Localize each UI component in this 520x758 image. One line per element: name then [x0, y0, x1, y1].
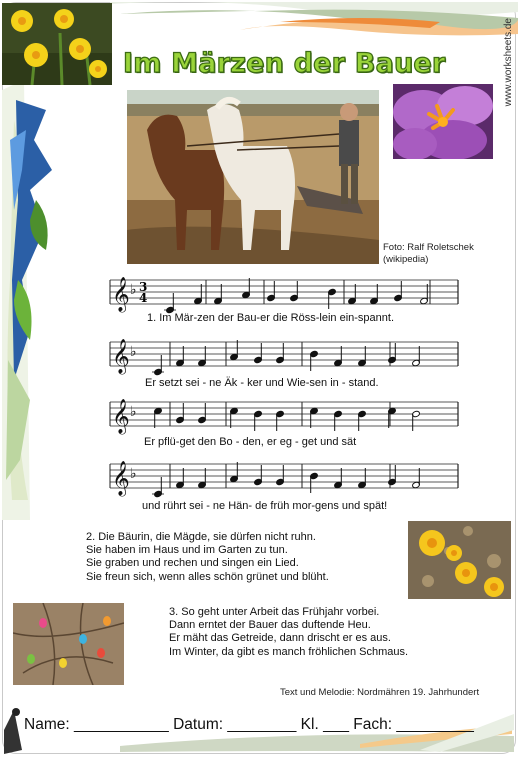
verse-2	[86, 531, 329, 584]
subject-label: Fach:	[353, 716, 393, 733]
flat-sign: ♭	[130, 466, 137, 482]
name-label: Name:	[24, 716, 70, 733]
class-field[interactable]: ___	[323, 716, 349, 733]
treble-clef: 𝄞	[112, 461, 130, 496]
daffodil-photo	[2, 3, 112, 85]
verse-3-line: Dann erntet der Bauer das duftende Heu.	[169, 619, 371, 632]
lyrics-line-2: Er setzt sei - ne Äk - ker und Wie-sen in - stand.	[145, 377, 379, 389]
left-decoration	[0, 80, 70, 520]
photo-credit-line: Foto: Ralf Roletschek	[383, 242, 474, 253]
site-watermark: www.worksheets.de	[503, 18, 514, 107]
treble-clef: 𝄞	[112, 277, 130, 312]
flat-sign: ♭	[130, 344, 137, 360]
lyrics-line-3: Er pflü-get den Bo - den, er eg - get und sät	[144, 436, 357, 448]
verse-2-line: Sie graben und rechen und singen ein Lied.	[86, 557, 299, 570]
photo-source-line: (wikipedia)	[383, 254, 429, 265]
verse-3-line: Im Winter, da gibt es manch fröhlichen Schmaus.	[169, 645, 409, 658]
verse-2-line: Sie freun sich, wenn alles schön grünet und blüht.	[86, 570, 329, 583]
horse-plough-photo	[127, 90, 379, 264]
verse-3	[169, 606, 408, 659]
name-field[interactable]: ___________	[73, 716, 169, 733]
class-label: Kl.	[300, 716, 319, 733]
verse-3-line: 3. So geht unter Arbeit das Frühjahr vorbei.	[169, 606, 380, 618]
flat-sign: ♭	[130, 404, 137, 420]
treble-clef: 𝄞	[112, 399, 130, 434]
top-banner-decoration	[100, 0, 520, 48]
subject-field[interactable]: _________	[396, 716, 474, 733]
lyrics-line-1: 1. Im Mär-zen der Bau-er die Röss-lein ein-spannt.	[147, 312, 394, 324]
crocus-photo	[393, 84, 493, 159]
verse-2-line: 2. Die Bäurin, die Mägde, sie dürfen nicht ruhn.	[86, 531, 316, 543]
verse-3-line: Er mäht das Getreide, dann drischt er es aus.	[169, 632, 391, 645]
lyrics-line-4: und rührt sei - ne Hän- de früh mor-gens und spät!	[142, 500, 388, 512]
date-label: Datum:	[173, 716, 224, 733]
time-signature-top: 3	[139, 280, 148, 294]
page-title: Im Märzen der Bauer	[123, 48, 446, 79]
coltsfoot-photo	[408, 521, 511, 599]
treble-clef: 𝄞	[112, 339, 130, 374]
time-signature-bottom: 4	[139, 291, 148, 305]
easter-branch-photo	[13, 603, 124, 685]
verse-2-line: Sie haben im Haus und im Garten zu tun.	[86, 544, 288, 557]
student-info-form	[24, 716, 474, 734]
song-credit: Text und Melodie: Nordmähren 19. Jahrhundert	[280, 687, 480, 698]
date-field[interactable]: ________	[227, 716, 297, 733]
photo-caption	[383, 242, 474, 266]
flat-sign: ♭	[130, 282, 137, 298]
